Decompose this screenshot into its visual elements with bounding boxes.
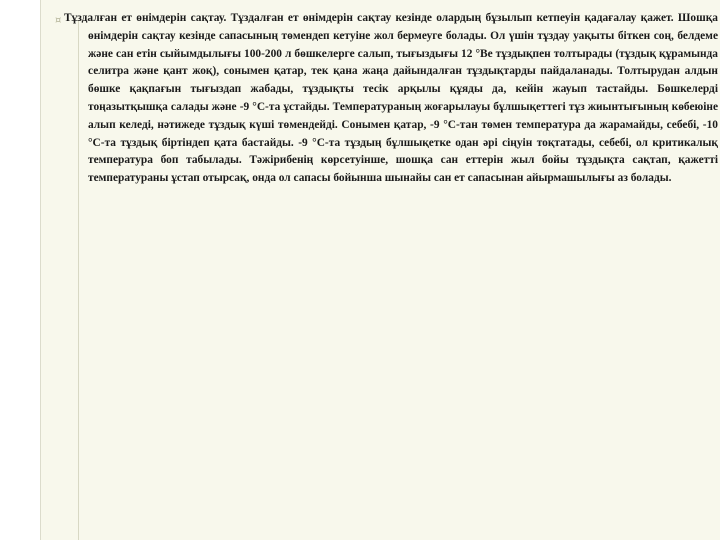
body-paragraph: Тұздалған ет өнімдерін сақтау. Тұздалған ет өнімдерін сақтау кезінде олардың бұзылып кетпеуін қадағалау қажет. Шошқа өнімдерін сақтау кезінде сапасының төмендеп кетуіне жол бермеуге болады. Ол үшін тұздау уақыты біткен соң, белдеме және сан етін сыйымдылығы 100-200 л бөшкелерге салып, тығыздығы 12 °Ве тұздықпен толтырады (тұздық құрамында селитра және қант жоқ), сонымен қатар, тек қана жаңа дайындалған тұздықтарды пайдаланады. Толтырудан алдын бөшке қақпағын тығыздап жабады, тұздықты тесік арқылы құяды да, кейін жауып тастайды. Бөшкелерді тоңазытқышқа салады және -9 °С-та ұстайды. Температураның жоғарылауы бұлшықеттегі тұз жиынтығының көбеюіне алып келеді, нәтижеде тұздық күші төмендейді. Сонымен қатар, -9 °С-тан төмен температура да жарамайды, себебі, -10 °С-та тұздық біртіндеп қата бастайды. -9 °С-та тұздың бұлшықетке одан әрі сіңуін тоқтатады, себебі, ол критикалық температура боп табылады. Тәжірибенің көрсетуінше, шошқа сан еттерін жыл бойы тұздықта сақтап, қажетті температураны ұстап отырсақ, онда ол сапасы бойынша шынайы сан ет сапасынан айырмашылығы аз болады.	[64, 12, 718, 185]
bullet-icon: ¤	[55, 15, 62, 26]
